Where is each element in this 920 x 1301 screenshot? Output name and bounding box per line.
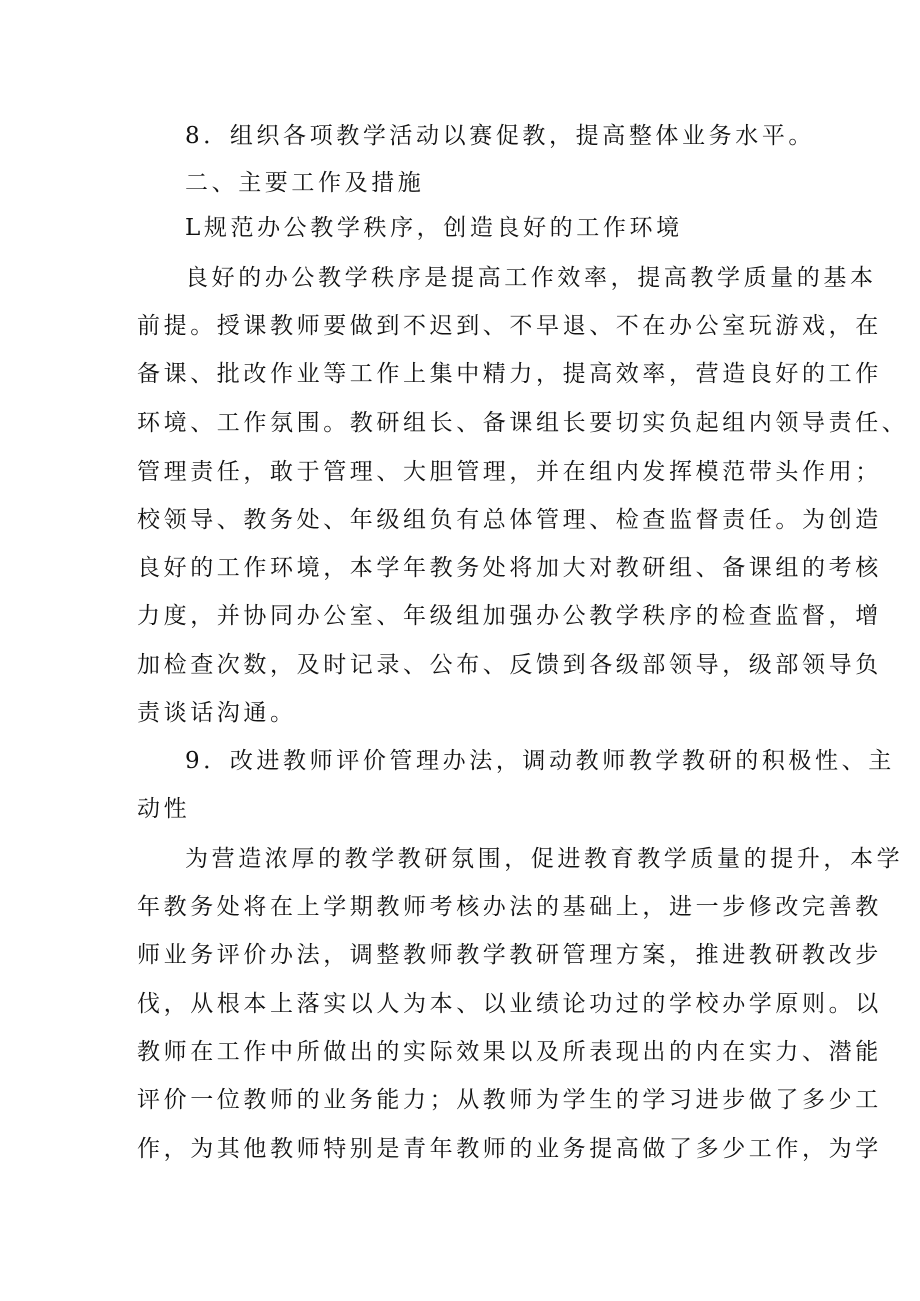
paragraph-line: 教师在工作中所做出的实际效果以及所表现出的内在实力、潜能 xyxy=(137,1039,882,1065)
paragraph-line: 前提。授课教师要做到不迟到、不早退、不在办公室玩游戏，在 xyxy=(137,313,882,339)
paragraph-line: 管理责任，敢于管理、大胆管理，并在组内发挥模范带头作用； xyxy=(137,459,882,485)
list-item-8: 8．组织各项教学活动以赛促教，提高整体业务水平。 xyxy=(185,123,816,149)
paragraph-line: 年教务处将在上学期教师考核办法的基础上，进一步修改完善教 xyxy=(137,894,882,920)
paragraph-line: 责谈话沟通。 xyxy=(137,700,297,726)
paragraph-line: 校领导、教务处、年级组负有总体管理、检查监督责任。为创造 xyxy=(137,507,882,533)
paragraph-line: 良好的工作环境，本学年教务处将加大对教研组、备课组的考核 xyxy=(137,555,882,581)
paragraph-line: 加检查次数，及时记录、公布、反馈到各级部领导，级部领导负 xyxy=(137,652,882,678)
section-heading-2: 二、主要工作及措施 xyxy=(185,170,425,196)
paragraph-line: 师业务评价办法，调整教师教学教研管理方案，推进教研教改步 xyxy=(137,942,882,968)
paragraph-line: 环境、工作氛围。教研组长、备课组长要切实负起组内领导责任、 xyxy=(137,410,909,436)
list-item-9: 9．改进教师评价管理办法，调动教师教学教研的积极性、主 xyxy=(185,748,895,774)
paragraph-line: 力度，并协同办公室、年级组加强办公教学秩序的检查监督，增 xyxy=(137,603,882,629)
paragraph-line: 伐，从根本上落实以人为本、以业绩论功过的学校办学原则。以 xyxy=(137,991,882,1017)
list-item-9-continued: 动性 xyxy=(137,796,191,822)
paragraph-line: 为营造浓厚的教学教研氛围，促进教育教学质量的提升，本学 xyxy=(185,846,904,872)
paragraph-line: 备课、批改作业等工作上集中精力，提高效率，营造良好的工作 xyxy=(137,361,882,387)
paragraph-line: 作，为其他教师特别是青年教师的业务提高做了多少工作，为学 xyxy=(137,1136,882,1162)
subsection-heading-1: L规范办公教学秩序，创造良好的工作环境 xyxy=(185,215,683,241)
paragraph-line: 评价一位教师的业务能力；从教师为学生的学习进步做了多少工 xyxy=(137,1087,882,1113)
paragraph-line: 良好的办公教学秩序是提高工作效率，提高教学质量的基本 xyxy=(185,265,877,291)
